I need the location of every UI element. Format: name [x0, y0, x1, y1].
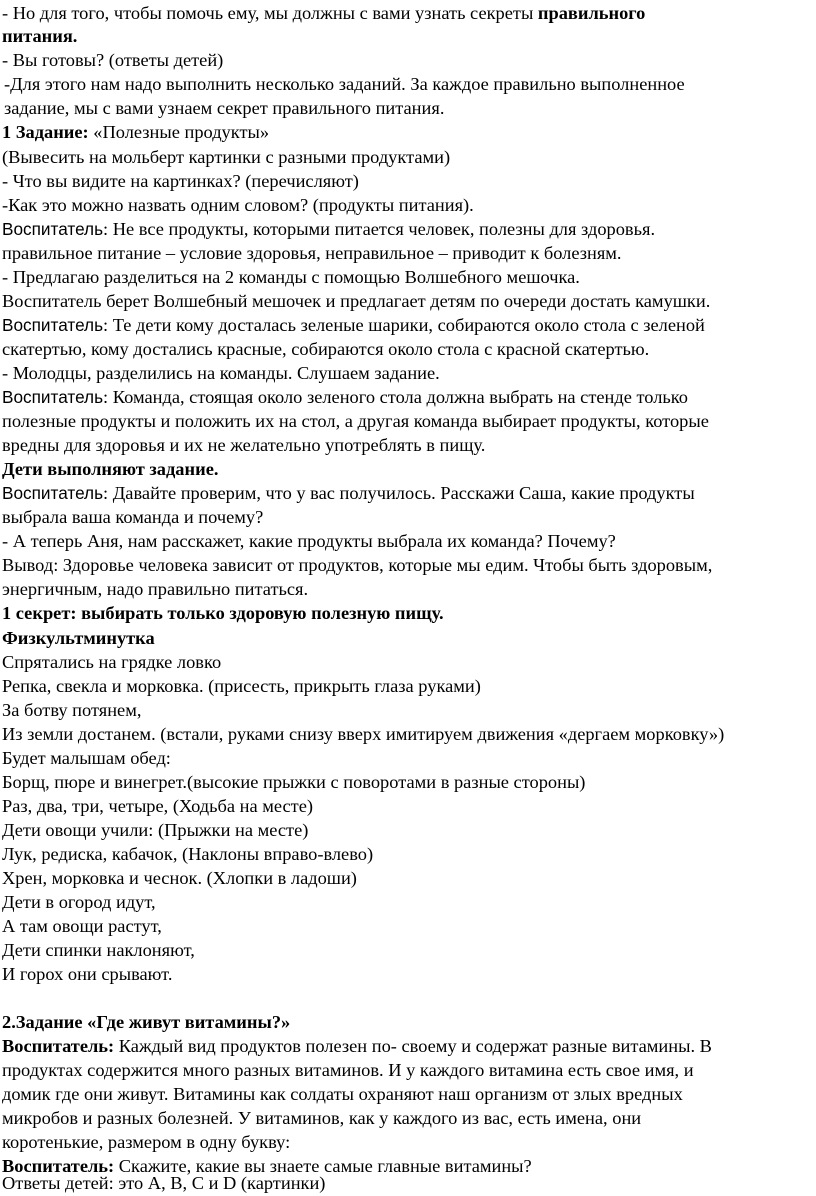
- speaker-text: : Те дети кому досталась зеленые шарики, собираются около стола с зеленой: [103, 315, 705, 335]
- speaker-text: : Не все продукты, которыми питается человек, полезны для здоровья.: [103, 219, 656, 239]
- speaker-label: Воспитатель: [2, 219, 104, 239]
- task2-line-4: микробов и разных болезней. У витаминов, как у каждого из вас, есть имена, они: [2, 1108, 642, 1128]
- task1-line-2: - Что вы видите на картинках? (перечисляют): [2, 171, 359, 191]
- intro-line-5: задание, мы с вами узнаем секрет правильного питания.: [4, 98, 445, 118]
- task1-title-rest: «Полезные продукты»: [93, 122, 270, 142]
- speaker-text: : Команда, стоящая около зеленого стола должна выбрать на стенде только: [103, 387, 688, 407]
- intro-line-1: [2, 2, 645, 26]
- fizk-line: А там овощи растут,: [2, 916, 162, 936]
- intro-line-3: - Вы готовы? (ответы детей): [2, 50, 224, 70]
- task1-line-3: -Как это можно назвать одним словом? (продукты питания).: [2, 195, 474, 215]
- fizk-line: Раз, два, три, четыре, (Ходьба на месте): [2, 796, 313, 816]
- task1-line-16: выбрала ваша команда и почему?: [2, 507, 264, 527]
- task1-line-14: Дети выполняют задание.: [2, 459, 219, 479]
- task1-line-13: вредны для здоровья и их не желательно употреблять в пищу.: [2, 435, 486, 455]
- task1-line-11: [2, 386, 688, 410]
- task1-line-18: Вывод: Здоровье человека зависит от продуктов, которые мы едим. Чтобы быть здоровым,: [2, 555, 713, 575]
- fizk-line: Будет малышам обед:: [2, 748, 171, 768]
- fizk-line: Дети спинки наклоняют,: [2, 940, 195, 960]
- task1-line-9: скатертью, кому достались красные, собираются около стола с красной скатертью.: [2, 339, 650, 359]
- task2-title: 2.Задание «Где живут витамины?»: [2, 1012, 291, 1032]
- task1-line-15: [2, 482, 695, 506]
- task1-title: [2, 121, 269, 145]
- fizk-line: Дети овощи учили: (Прыжки на месте): [2, 820, 309, 840]
- task1-line-6: - Предлагаю разделиться на 2 команды с помощью Волшебного мешочка.: [2, 267, 580, 287]
- fizk-line: За ботву потянем,: [2, 700, 142, 720]
- fizk-line: Лук, редиска, кабачок, (Наклоны вправо-влево): [2, 844, 374, 864]
- intro-text: - Но для того, чтобы помочь ему, мы должны с вами узнать секреты: [2, 3, 538, 23]
- task1-line-7: Воспитатель берет Волшебный мешочек и предлагает детям по очереди достать камушки.: [2, 291, 711, 311]
- task2-line-5: коротенькие, размером в одну букву:: [2, 1132, 291, 1152]
- task2-line-1: [2, 1035, 712, 1059]
- speaker-text: : Давайте проверим, что у вас получилось. Расскажи Саша, какие продукты: [103, 483, 695, 503]
- fizk-line: Репка, свекла и морковка. (присесть, прикрыть глаза руками): [2, 676, 481, 696]
- task1-line-19: энергичным, надо правильно питаться.: [2, 579, 309, 599]
- intro-line-2: питания.: [2, 26, 78, 46]
- speaker-label: Воспитатель: [2, 387, 104, 407]
- task2-line-3: домик где они живут. Витамины как солдаты охраняют наш организм от злых вредных: [2, 1084, 683, 1104]
- task1-line-4: [2, 218, 655, 242]
- fizk-line: Из земли достанем. (встали, руками снизу вверх имитируем движения «дергаем морковку»): [2, 724, 725, 744]
- task2-line-2: продуктах содержится много разных витаминов. И у каждого витамина есть свое имя, и: [2, 1060, 694, 1080]
- task1-line-17: - А теперь Аня, нам расскажет, какие продукты выбрала их команда? Почему?: [2, 531, 616, 551]
- secret-1: 1 секрет: выбирать только здоровую полезную пищу.: [2, 603, 444, 623]
- fizk-line: Дети в огород идут,: [2, 892, 156, 912]
- speaker-label: Воспитатель: [2, 483, 104, 503]
- fizk-line: И горох они срывают.: [2, 964, 173, 984]
- fizk-line: Борщ, пюре и винегрет.(высокие прыжки с поворотами в разные стороны): [2, 772, 586, 792]
- intro-line-4: -Для этого нам надо выполнить несколько заданий. За каждое правильно выполненное: [4, 74, 685, 94]
- fizk-line: Хрен, морковка и чеснок. (Хлопки в ладоши): [2, 868, 357, 888]
- task1-line-10: - Молодцы, разделились на команды. Слушаем задание.: [2, 363, 440, 383]
- task1-line-12: полезные продукты и положить их на стол, а другая команда выбирает продукты, которые: [2, 411, 709, 431]
- task1-title-bold: 1 Задание:: [2, 122, 94, 142]
- fizk-line: Спрятались на грядке ловко: [2, 652, 222, 672]
- speaker-text: Скажите, какие вы знаете самые главные витамины?: [114, 1156, 532, 1176]
- intro-bold-text: правильного: [537, 3, 646, 23]
- task1-line-8: [2, 314, 705, 338]
- speaker-label: Воспитатель:: [2, 1156, 115, 1176]
- task1-line-1: (Вывесить на мольберт картинки с разными продуктами): [2, 147, 451, 167]
- task2-line-7: Ответы детей: это А, В, С и D (картинки): [2, 1173, 326, 1193]
- task1-line-5: правильное питание – условие здоровья, неправильное – приводит к болезням.: [2, 243, 622, 263]
- speaker-text: Каждый вид продуктов полезен по- своему и содержат разные витамины. В: [114, 1036, 712, 1056]
- speaker-label: Воспитатель: [2, 315, 104, 335]
- fizk-title: Физкультминутка: [2, 628, 155, 648]
- speaker-label: Воспитатель:: [2, 1036, 115, 1056]
